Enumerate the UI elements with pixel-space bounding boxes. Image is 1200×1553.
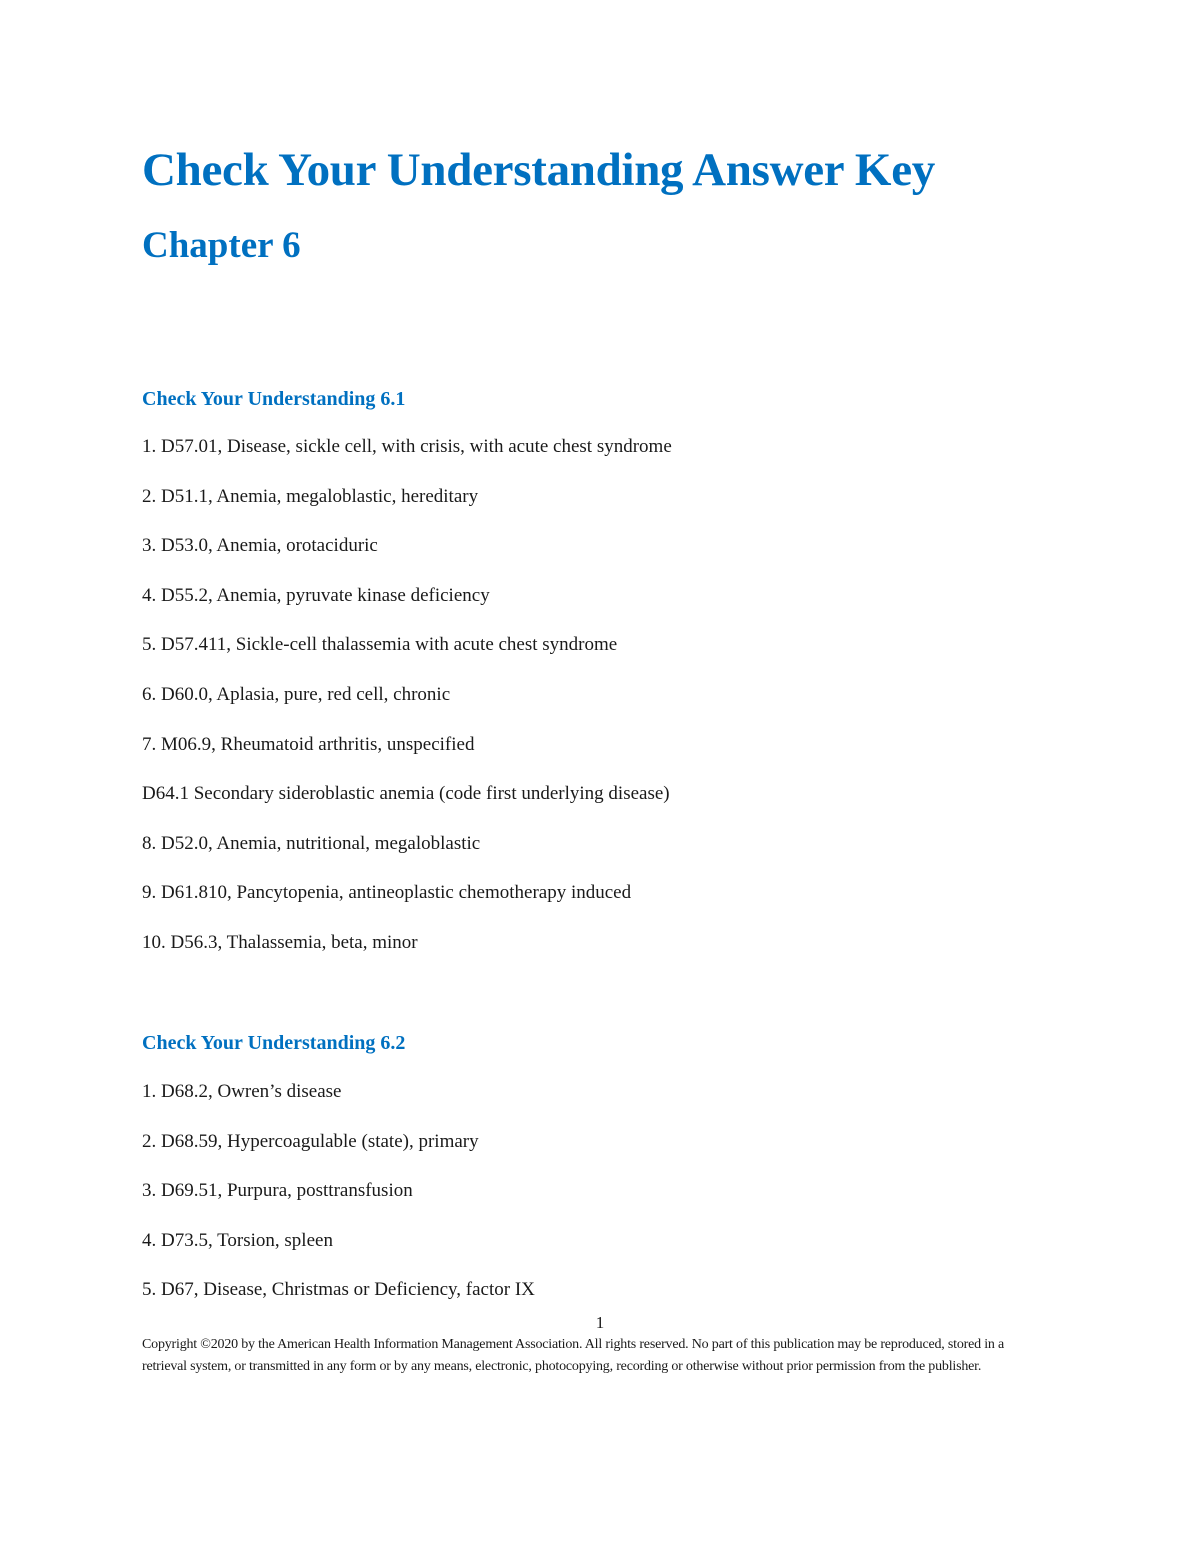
answer-list-6-2 bbox=[142, 1081, 535, 1329]
page-number: 1 bbox=[595, 1313, 605, 1332]
copyright-notice: Copyright ©2020 by the American Health Information Management Association. All rights reserved. No part of this publication may be reproduced, stored in a retrieval system, or transmitted in any form or by any means, electronic, photocopying, recording or otherwise without prior permission from the publisher. bbox=[142, 1337, 1005, 1374]
answer-item: 10. D56.3, Thalassemia, beta, minor bbox=[142, 931, 418, 953]
answer-item: 4. D55.2, Anemia, pyruvate kinase deficiency bbox=[142, 584, 490, 606]
answer-item: 3. D69.51, Purpura, posttransfusion bbox=[142, 1180, 413, 1202]
document-title: Check Your Understanding Answer Key bbox=[142, 144, 935, 196]
answer-item: 3. D53.0, Anemia, orotaciduric bbox=[142, 535, 378, 557]
answer-item: 9. D61.810, Pancytopenia, antineoplastic chemotherapy induced bbox=[142, 882, 632, 904]
answer-item: 5. D67, Disease, Christmas or Deficiency, factor IX bbox=[142, 1279, 535, 1301]
chapter-heading: Chapter 6 bbox=[142, 225, 301, 266]
answer-item: 6. D60.0, Aplasia, pure, red cell, chronic bbox=[142, 683, 451, 705]
answer-item: 2. D51.1, Anemia, megaloblastic, hereditary bbox=[142, 485, 479, 507]
answer-item: 2. D68.59, Hypercoagulable (state), primary bbox=[142, 1130, 479, 1152]
answer-item: 1. D57.01, Disease, sickle cell, with crisis, with acute chest syndrome bbox=[142, 436, 672, 457]
answer-item: 4. D73.5, Torsion, spleen bbox=[142, 1229, 333, 1251]
answer-list-6-1 bbox=[142, 436, 672, 982]
answer-item: 1. D68.2, Owren’s disease bbox=[142, 1081, 342, 1102]
answer-item: 5. D57.411, Sickle-cell thalassemia with acute chest syndrome bbox=[142, 634, 618, 656]
section-heading-6-1: Check Your Understanding 6.1 bbox=[142, 388, 406, 410]
answer-item: 7. M06.9, Rheumatoid arthritis, unspecified bbox=[142, 733, 475, 755]
answer-item: D64.1 Secondary sideroblastic anemia (code first underlying disease) bbox=[142, 783, 670, 805]
answer-item: 8. D52.0, Anemia, nutritional, megaloblastic bbox=[142, 832, 481, 854]
section-heading-6-2: Check Your Understanding 6.2 bbox=[142, 1032, 406, 1054]
